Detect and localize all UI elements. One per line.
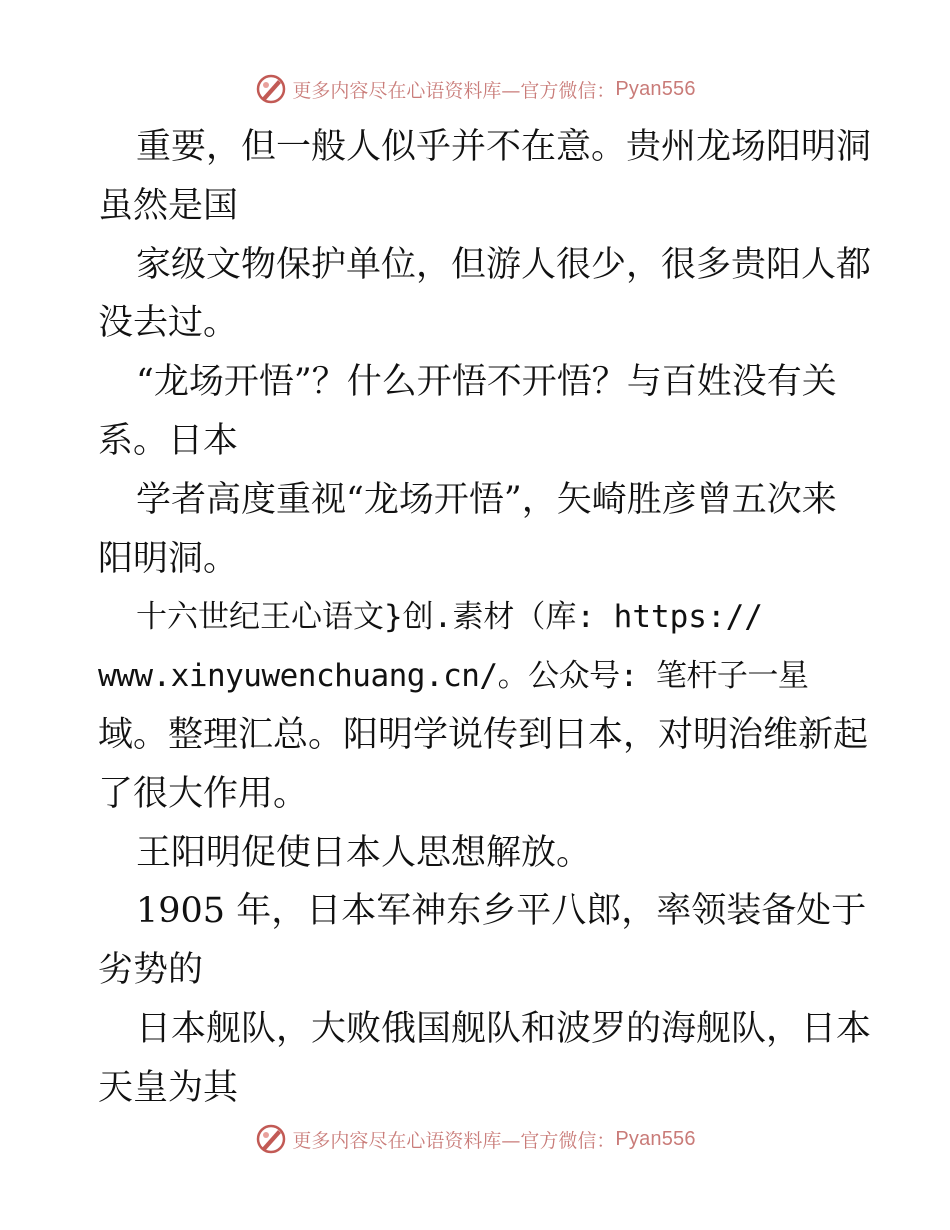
logo-icon — [254, 1122, 288, 1156]
text-line: 学者高度重视“龙场开悟”，矢崎胜彦曾五次来 — [136, 479, 837, 520]
text-line: 虽然是国 — [98, 185, 239, 226]
text-line: www.xinyuwenchuang.cn/。公众号: 笔杆子一星 — [98, 658, 809, 695]
watermark-wechat-id: Pyan556 — [615, 77, 696, 100]
header-watermark — [0, 72, 950, 106]
text-line: 家级文物保护单位，但游人很少，很多贵阳人都 — [136, 244, 872, 285]
text-line: 天皇为其 — [98, 1067, 239, 1108]
text-line: 1905 年，日本军神东乡平八郎，率领装备处于 — [136, 891, 867, 932]
text-line: 系。日本 — [98, 420, 239, 461]
watermark-text: 更多内容尽在心语资料库—官方微信： — [292, 79, 616, 102]
body-text — [98, 118, 872, 1118]
watermark-wechat-id: Pyan556 — [615, 1127, 696, 1150]
text-line: 王阳明促使日本人思想解放。 — [136, 832, 592, 873]
text-line: 劣势的 — [98, 950, 204, 991]
text-line: 没去过。 — [98, 303, 239, 344]
text-line: 了很大作用。 — [98, 773, 309, 814]
logo-icon — [254, 72, 288, 106]
text-line: 重要，但一般人似乎并不在意。贵州龙场阳明洞 — [136, 127, 872, 167]
text-line: 阳明洞。 — [98, 538, 239, 579]
watermark-text: 更多内容尽在心语资料库—官方微信： — [292, 1129, 616, 1152]
text-line: “龙场开悟”？什么开悟不开悟？与百姓没有关 — [136, 362, 837, 403]
text-line: 日本舰队，大败俄国舰队和波罗的海舰队，日本 — [136, 1008, 872, 1049]
text-line: 十六世纪王心语文}创.素材（库: https:// — [136, 599, 763, 636]
footer-watermark — [0, 1122, 950, 1156]
text-line: 域。整理汇总。阳明学说传到日本，对明治维新起 — [98, 714, 869, 755]
